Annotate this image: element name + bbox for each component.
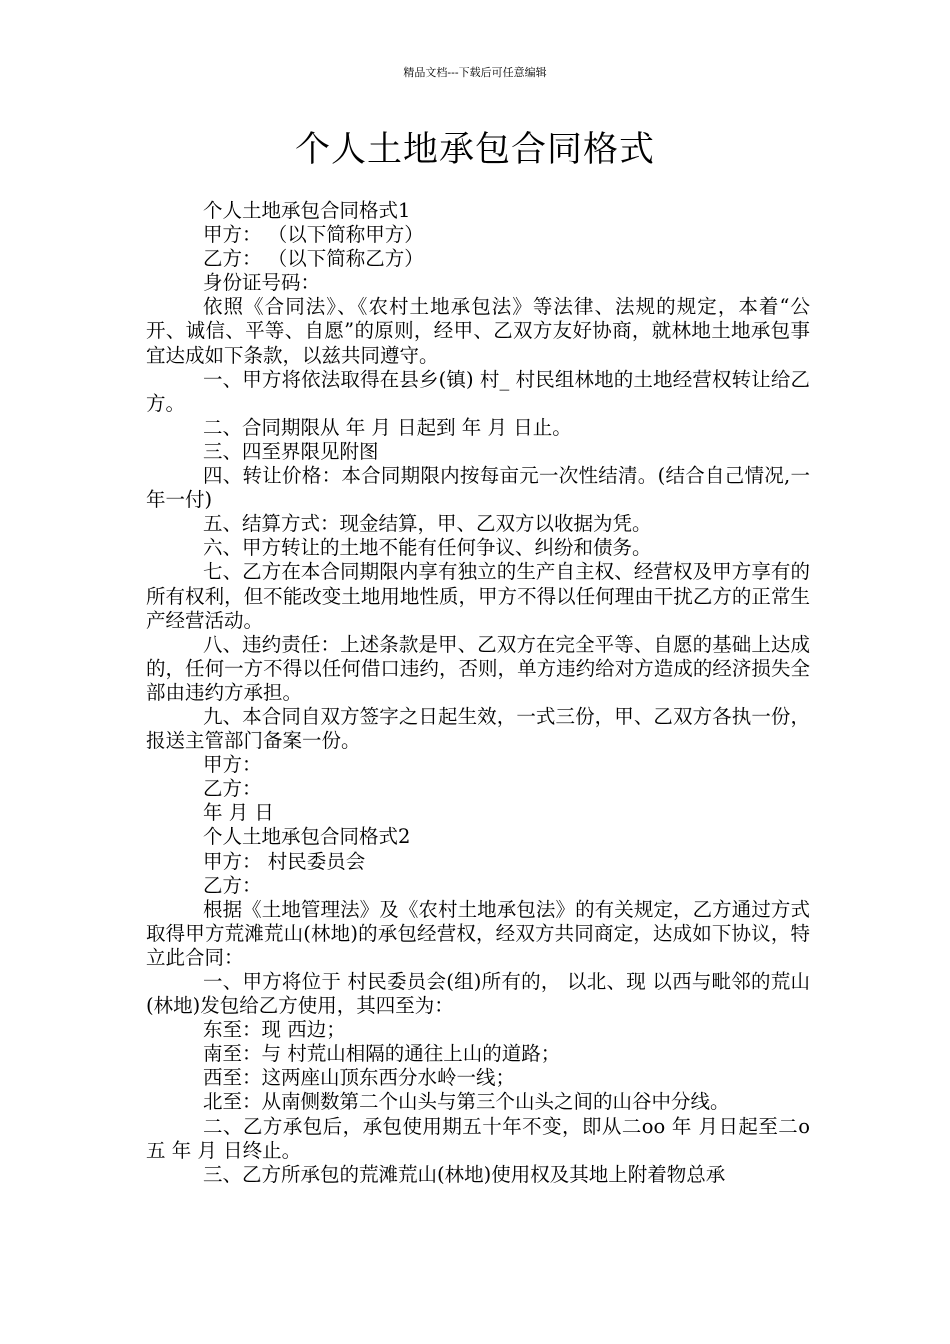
clause-4: 四、转让价格：本合同期限内按每亩元一次性结清。(结合自己情况,一年一付) (146, 464, 810, 512)
preamble-paragraph-2: 根据《土地管理法》及《农村土地承包法》的有关规定，乙方通过方式取得甲方荒滩荒山(林地)的承包经营权，经双方共同商定，达成如下协议，特立此合同： (146, 897, 810, 969)
clause-6: 六、甲方转让的土地不能有任何争议、纠纷和债务。 (203, 536, 652, 560)
boundary-west: 西至：这两座山顶东西分水岭一线； (203, 1066, 516, 1090)
party-b-line-2: 乙方： (203, 873, 262, 897)
document-body (146, 199, 810, 1187)
party-a-line: 甲方： （以下简称甲方） (203, 223, 424, 247)
boundary-east: 东至：现 西边； (203, 1018, 346, 1042)
document-title: 个人土地承包合同格式 (294, 130, 655, 170)
signature-date: 年 月 日 (203, 801, 274, 825)
clause-3: 三、四至界限见附图 (203, 439, 379, 463)
clause-8: 八、违约责任：上述条款是甲、乙双方在完全平等、自愿的基础上达成的，任何一方不得以任何借口违约，否则，单方违约给对方造成的经济损失全部由违约方承担。 (146, 632, 810, 704)
clause-1: 一、甲方将依法取得在县乡(镇) 村_ 村民组林地的土地经营权转让给乙方。 (146, 367, 810, 415)
id-number-line: 身份证号码： (203, 271, 321, 295)
party-a-line-2: 甲方： 村民委员会 (203, 849, 366, 873)
clause-7: 七、乙方在本合同期限内享有独立的生产自主权、经营权及甲方享有的所有权利，但不能改变土地用地性质，甲方不得以任何理由干扰乙方的正常生产经营活动。 (146, 560, 810, 632)
signature-party-b: 乙方： (203, 777, 262, 801)
section-heading-2: 个人土地承包合同格式2 (203, 825, 411, 849)
clause-9: 九、本合同自双方签字之日起生效，一式三份，甲、乙双方各执一份，报送主管部门备案一份。 (146, 704, 810, 753)
section-heading-1: 个人土地承包合同格式1 (203, 199, 411, 222)
clause-5: 五、结算方式：现金结算，甲、乙双方以收据为凭。 (203, 512, 652, 536)
boundary-south: 南至：与 村荒山相隔的通往上山的道路； (203, 1042, 561, 1066)
page-header-note: 精品文档---下载后可任意编辑 (403, 66, 547, 79)
boundary-north: 北至：从南侧数第二个山头与第三个山头之间的山谷中分线。 (203, 1090, 730, 1114)
clause-2-2: 二、乙方承包后，承包使用期五十年不变，即从二oo 年 月日起至二o五 年 月 日终止。 (146, 1114, 810, 1162)
party-b-line: 乙方： （以下简称乙方） (203, 247, 424, 271)
preamble-paragraph: 依照《合同法》、《农村土地承包法》等法律、法规的规定，本着“公开、诚信、平等、自愿”的原则，经甲、乙双方友好协商，就林地土地承包事宜达成如下条款，以兹共同遵守。 (146, 295, 810, 367)
clause-2-3: 三、乙方所承包的荒滩荒山(林地)使用权及其地上附着物总承 (203, 1162, 726, 1186)
signature-party-a: 甲方： (203, 753, 262, 777)
clause-2: 二、合同期限从 年 月 日起到 年 月 日止。 (203, 415, 572, 439)
clause-2-1: 一、甲方将位于 村民委员会(组)所有的， 以北、现 以西与毗邻的荒山(林地)发包给乙方使用，其四至为： (146, 970, 810, 1018)
